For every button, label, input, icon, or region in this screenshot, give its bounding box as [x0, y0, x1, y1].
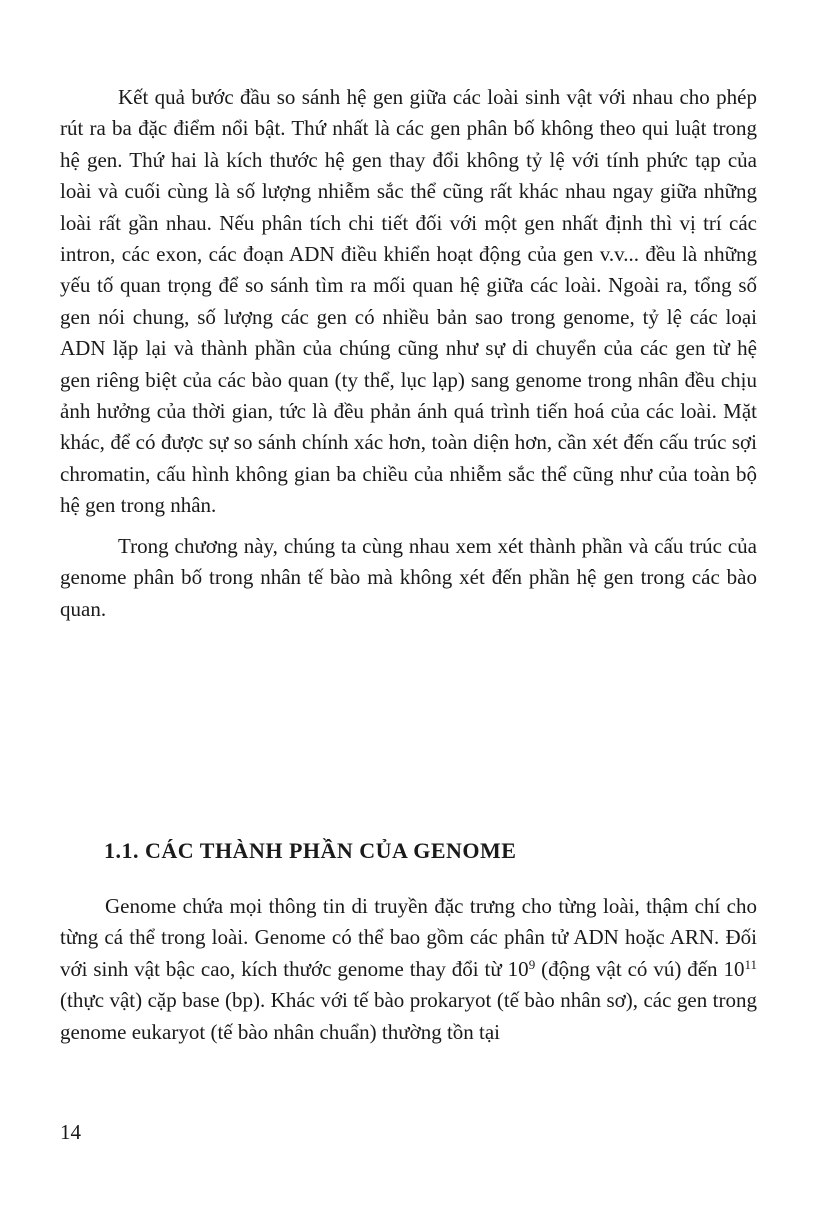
page-number: 14: [60, 1120, 81, 1144]
paragraph-1: Kết quả bước đầu so sánh hệ gen giữa các loài sinh vật với nhau cho phép rút ra ba đặc điểm nổi bật. Thứ nhất là các gen phân bố không theo qui luật trong hệ gen. Thứ hai là kích thước hệ gen thay đổi không tỷ lệ với tính phức tạp của loài và cuối cùng là số lượng nhiễm sắc thể cũng rất khác nhau ngay giữa những loài rất gần nhau. Nếu phân tích chi tiết đối với một gen nhất định thì vị trí các intron, các exon, các đoạn ADN điều khiển hoạt động của gen v.v... đều là những yếu tố quan trọng để so sánh tìm ra mối quan hệ giữa các loài. Ngoài ra, tổng số gen nói chung, số lượng các gen có nhiều bản sao trong genome, tỷ lệ các loại ADN lặp lại và thành phần của chúng cũng như sự di chuyển của các gen từ hệ gen riêng biệt của các bào quan (ty thể, lục lạp) sang genome trong nhân đều chịu ảnh hưởng của thời gian, tức là đều phản ánh quá trình tiến hoá của các loài. Mặt khác, để có được sự so sánh chính xác hơn, toàn diện hơn, cần xét đến cấu trúc sợi chromatin, cấu hình không gian ba chiều của nhiễm sắc thể cũng như của toàn bộ hệ gen trong nhân.: [60, 85, 757, 518]
paragraph-3: [60, 891, 757, 1048]
exponent-11: 11: [744, 956, 757, 972]
p3-text-b: (động vật có vú) đến 10: [535, 956, 745, 981]
section-body-text: [60, 891, 757, 1048]
p3-text-a: Genome chứa mọi thông tin di truyền đặc trưng cho từng loài, thậm chí cho từng cá thể trong loài. Genome có thể bao gồm các phân tử ADN hoặc ARN. Đối với sinh vật bậc cao, kích thước genome thay đổi từ 10: [60, 894, 757, 981]
paragraph-2: Trong chương này, chúng ta cùng nhau xem xét thành phần và cấu trúc của genome phân bố trong nhân tế bào mà không xét đến phần hệ gen trong các bào quan.: [60, 533, 757, 621]
exponent-9: 9: [528, 956, 536, 972]
p3-text-c: (thực vật) cặp base (bp). Khác với tế bào prokaryot (tế bào nhân sơ), các gen trong genome eukaryot (tế bào nhân chuẩn) thường tồn tại: [60, 988, 757, 1044]
section-heading: 1.1. CÁC THÀNH PHẦN CỦA GENOME: [104, 838, 517, 863]
body-text: [60, 82, 757, 625]
